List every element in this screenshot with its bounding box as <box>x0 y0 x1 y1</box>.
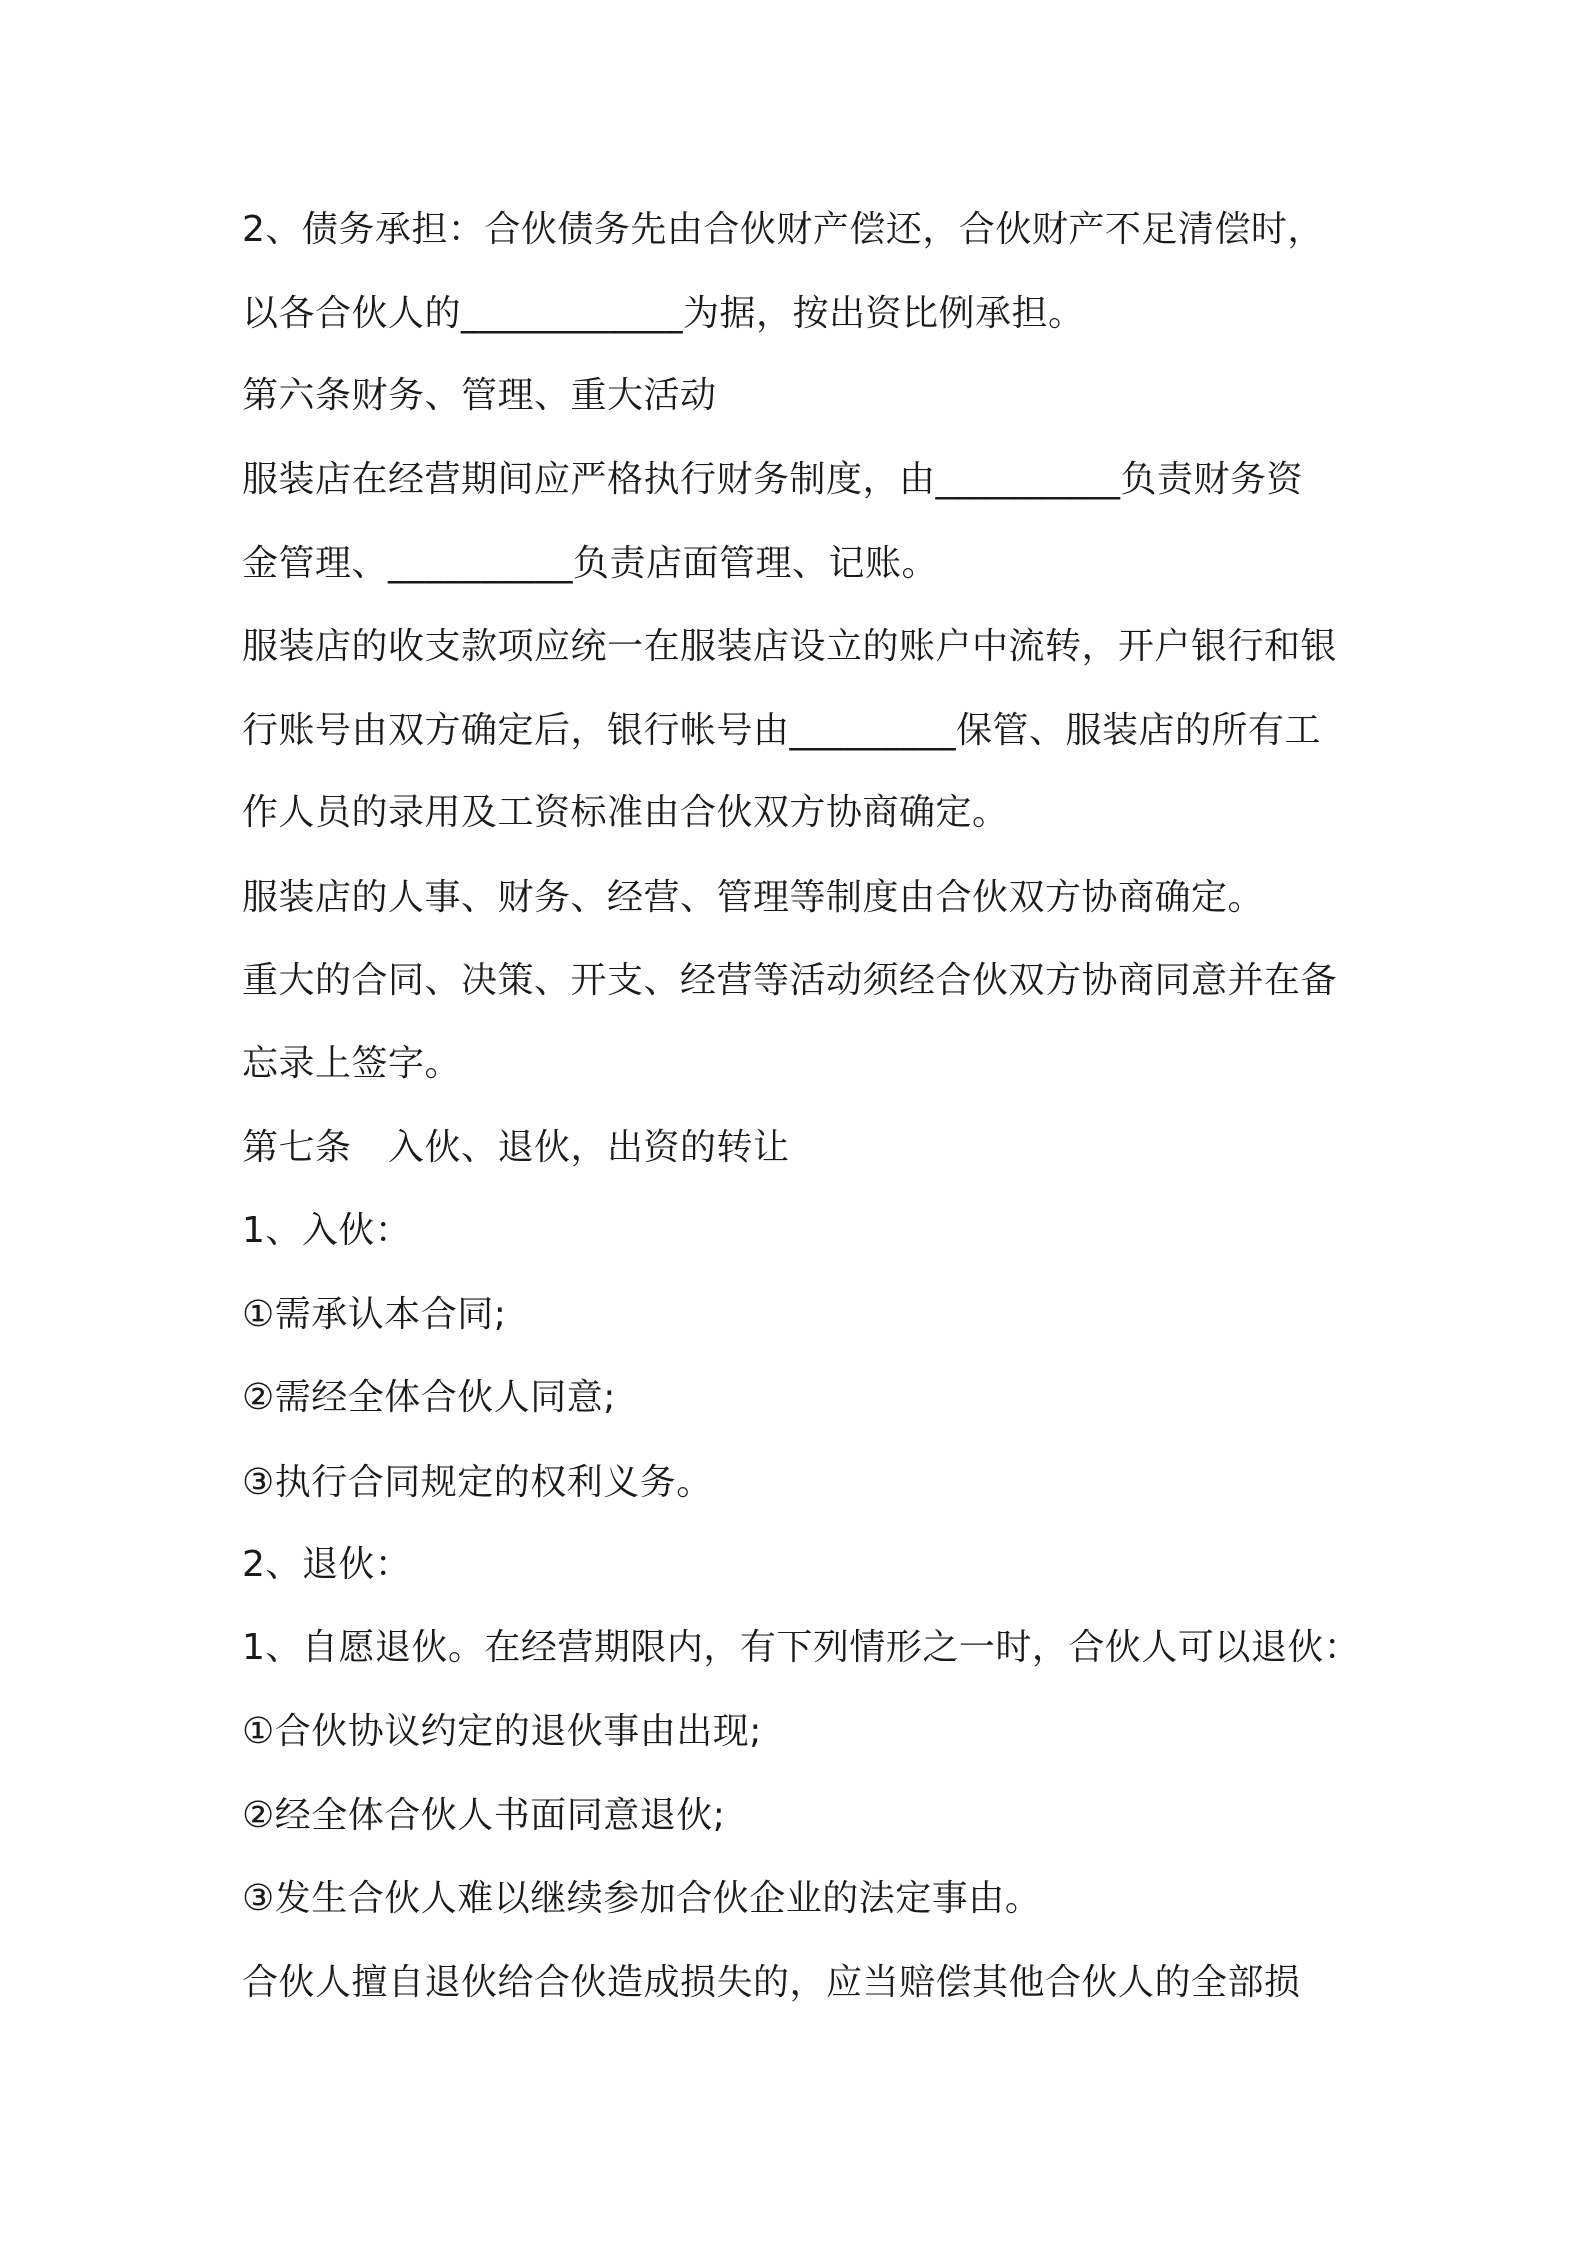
list-item: ②经全体合伙人书面同意退伙; <box>242 1795 726 1836</box>
list-item: ②需经全体合伙人同意; <box>242 1377 616 1418</box>
list-item: ①需承认本合同; <box>242 1294 507 1335</box>
subsection-heading: 2、退伙： <box>242 1544 412 1585</box>
text-line: 2、债务承担：合伙债务先由合伙财产偿还，合伙财产不足清偿时， <box>242 209 1324 250</box>
text-line: 以各合伙人的____________为据，按出资比例承担。 <box>242 293 1085 334</box>
text-line: 重大的合同、决策、开支、经营等活动须经合伙双方协商同意并在备 <box>242 960 1338 1001</box>
text-line: 服装店的收支款项应统一在服装店设立的账户中流转，开户银行和银 <box>242 626 1338 667</box>
list-item: ③发生合伙人难以继续参加合伙企业的法定事由。 <box>242 1878 1042 1919</box>
section-heading: 第六条财务、管理、重大活动 <box>242 375 717 416</box>
text-line: 作人员的录用及工资标准由合伙双方协商确定。 <box>242 792 1009 833</box>
list-item: ①合伙协议约定的退伙事由出现; <box>242 1711 762 1752</box>
text-line: 忘录上签字。 <box>242 1043 462 1084</box>
subsection-heading: 1、入伙： <box>242 1210 412 1251</box>
text-line: 1、自愿退伙。在经营期限内，有下列情形之一时，合伙人可以退伙： <box>242 1627 1361 1668</box>
list-item: ③执行合同规定的权利义务。 <box>242 1462 713 1503</box>
text-line: 金管理、__________负责店面管理、记账。 <box>242 543 939 584</box>
text-line: 合伙人擅自退伙给合伙造成损失的，应当赔偿其他合伙人的全部损 <box>242 1962 1301 2003</box>
text-line: 服装店在经营期间应严格执行财务制度，由__________负责财务资 <box>242 459 1304 500</box>
section-heading: 第七条 入伙、退伙，出资的转让 <box>242 1127 790 1168</box>
text-line: 行账号由双方确定后，银行帐号由_________保管、服装店的所有工 <box>242 710 1322 751</box>
text-line: 服装店的人事、财务、经营、管理等制度由合伙双方协商确定。 <box>242 877 1265 918</box>
